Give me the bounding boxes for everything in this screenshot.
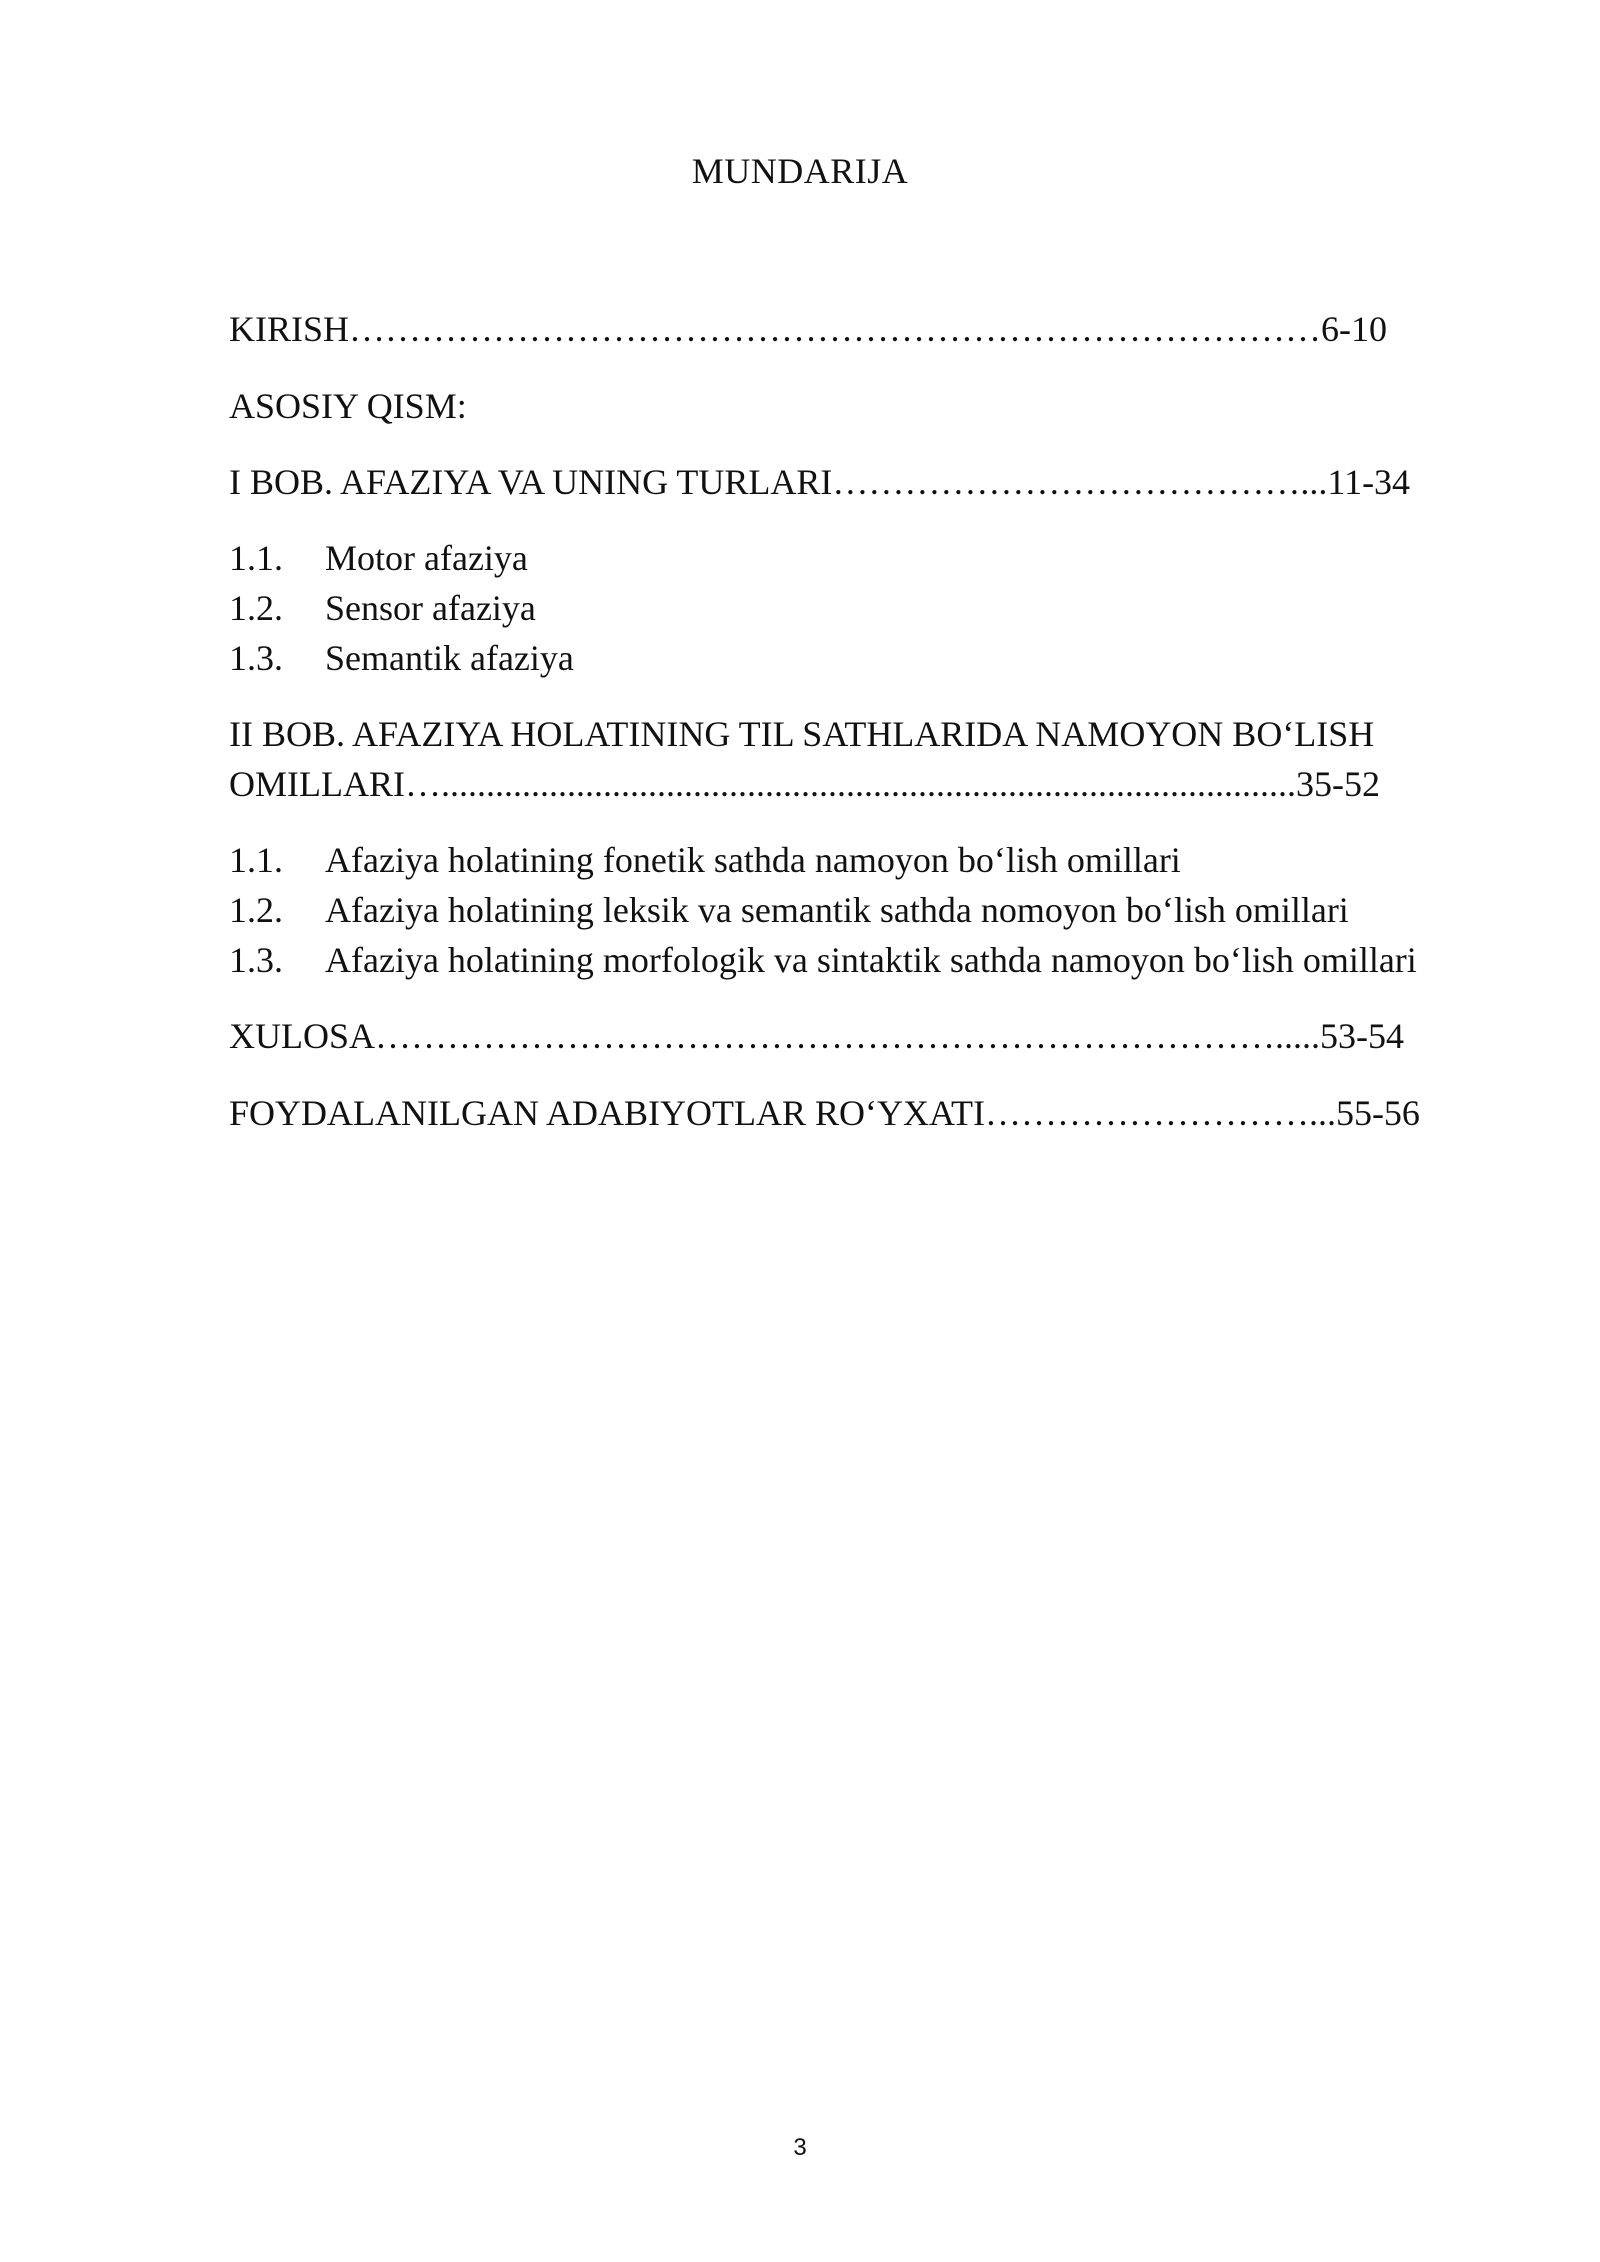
toc-entry-asosiy-qism: ASOSIY QISM:: [229, 386, 467, 426]
toc-entry-kirish: KIRISH………………………………………………………………………6-10: [229, 309, 1387, 349]
toc-section-2-2: [229, 885, 1349, 935]
toc-section-1-2: [229, 583, 536, 633]
toc-entry-chapter-2-line1: II BOB. AFAZIYA HOLATINING TIL SATHLARIDA NAMOYON BO‘LISH: [229, 714, 1375, 754]
toc-entry-chapter-1: I BOB. AFAZIYA VA UNING TURLARI…………………………………...11-34: [229, 462, 1411, 502]
section-number: 1.3.: [229, 638, 283, 678]
toc-section-2-1: [229, 835, 1181, 885]
toc-section-2-3: [229, 935, 1417, 985]
toc-entry-chapter-2-line2: OMILLARI…...............................................................................................35-52: [229, 764, 1380, 804]
toc-entry-xulosa: XULOSA………………………………………………………………….....53-54: [229, 1016, 1404, 1056]
section-number: 1.2.: [229, 588, 283, 628]
section-number: 1.3.: [229, 940, 283, 980]
section-title: Motor afaziya: [325, 538, 528, 578]
section-title: Afaziya holatining leksik va semantik sathda nomoyon bo‘lish omillari: [325, 890, 1349, 930]
toc-section-1-3: [229, 633, 574, 683]
page-number: 3: [793, 2134, 807, 2161]
toc-section-1-1: [229, 533, 528, 583]
section-number: 1.1.: [229, 538, 283, 578]
section-title: Afaziya holatining morfologik va sintaktik sathda namoyon bo‘lish omillari: [325, 940, 1417, 980]
page-title: MUNDARIJA: [691, 151, 909, 191]
section-title: Semantik afaziya: [325, 638, 574, 678]
toc-entry-references: FOYDALANILGAN ADABIYOTLAR RO‘YXATI………………………...55-56: [229, 1093, 1420, 1133]
section-title: Afaziya holatining fonetik sathda namoyon bo‘lish omillari: [325, 840, 1181, 880]
section-number: 1.1.: [229, 840, 283, 880]
section-number: 1.2.: [229, 890, 283, 930]
section-title: Sensor afaziya: [325, 588, 536, 628]
